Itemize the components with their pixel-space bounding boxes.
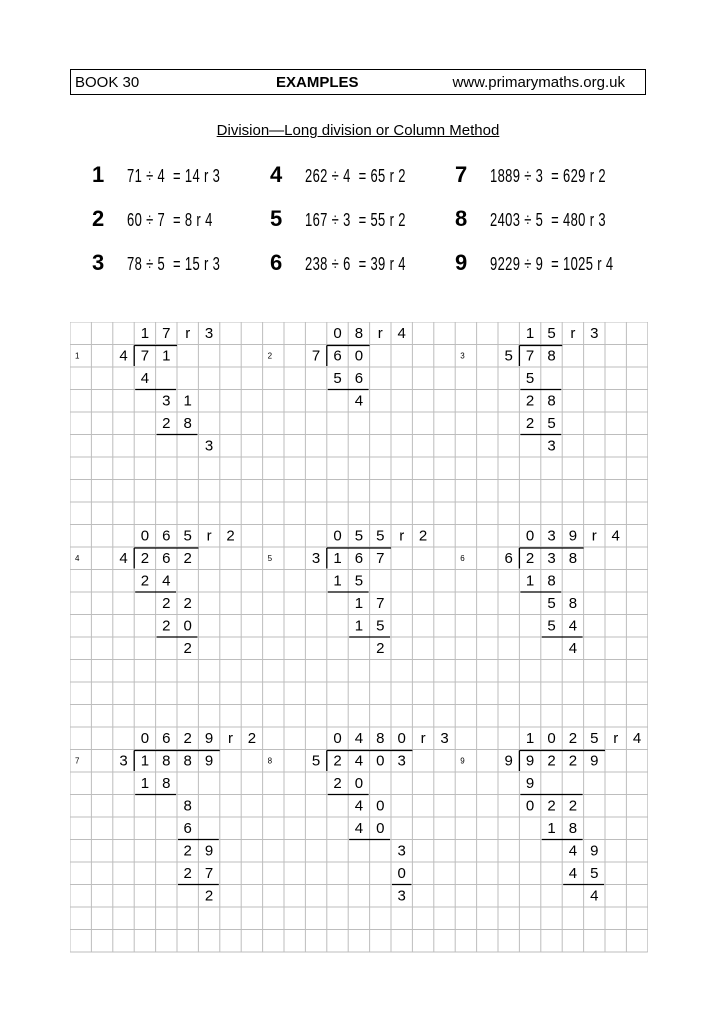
working-digit: 3: [162, 392, 171, 410]
working-digit: 9: [590, 752, 599, 770]
quotient-digit: 3: [440, 729, 449, 747]
quotient-digit: 1: [140, 324, 150, 342]
question-expression: 71 ÷ 4 = 14 r 3: [127, 166, 221, 186]
example-label: 3: [460, 351, 465, 361]
working-digit: 8: [568, 819, 578, 837]
working-digit: 5: [376, 617, 385, 635]
working-digit: 9: [525, 774, 535, 792]
working-digit: 2: [525, 414, 535, 432]
quotient-digit: 0: [333, 324, 342, 342]
working-digit: 4: [354, 797, 364, 815]
question-number: 4: [270, 162, 283, 187]
working-digit: 4: [590, 887, 599, 905]
working-digit: 8: [568, 549, 578, 567]
question-expression: 9229 ÷ 9 = 1025 r 4: [490, 254, 614, 274]
working-digit: 4: [140, 369, 150, 387]
example-label: 2: [267, 351, 273, 361]
quotient-digit: 2: [247, 729, 257, 747]
quotient-digit: 4: [354, 729, 364, 747]
quotient-digit: 4: [397, 324, 406, 342]
working-digit: 2: [333, 774, 342, 792]
working-digit: 8: [568, 594, 578, 612]
working-digit: 4: [568, 842, 578, 860]
working-digit: 4: [354, 392, 364, 410]
working-digit: 4: [354, 752, 364, 770]
working-digit: 3: [547, 437, 556, 455]
working-digit: 4: [568, 639, 578, 657]
working-digit: 3: [397, 887, 406, 905]
question-expression: 60 ÷ 7 = 8 r 4: [127, 210, 213, 230]
working-digit: 0: [376, 797, 385, 815]
working-digit: 2: [376, 639, 385, 657]
quotient-digit: 3: [547, 527, 556, 545]
divisor: 5: [311, 752, 321, 770]
quotient-digit: 4: [611, 527, 620, 545]
working-digit: 0: [397, 864, 406, 882]
quotient-digit: 8: [354, 324, 364, 342]
working-digit: 2: [525, 392, 535, 410]
working-digit: 7: [376, 549, 385, 567]
quotient-digit: 2: [226, 527, 235, 545]
question-number: 3: [92, 250, 105, 275]
quotient-digit: r: [228, 729, 233, 747]
quotient-digit: 0: [525, 527, 535, 545]
question-number: 7: [455, 162, 468, 187]
quotient-digit: r: [420, 729, 426, 747]
working-digit: 2: [547, 752, 556, 770]
quotient-digit: r: [399, 527, 405, 545]
working-digit: 2: [183, 864, 192, 882]
working-digit: 7: [204, 864, 214, 882]
working-digit: 2: [162, 414, 171, 432]
question-number: 5: [270, 206, 283, 231]
working-digit: 0: [525, 797, 535, 815]
quotient-digit: 6: [162, 729, 171, 747]
working-digit: 9: [204, 842, 214, 860]
quotient-digit: 2: [418, 527, 428, 545]
page-subtitle: Division—Long division or Column Method: [216, 122, 500, 139]
working-digit: 6: [354, 549, 364, 567]
quotient-digit: 9: [568, 527, 578, 545]
quotient-digit: 0: [333, 527, 342, 545]
working-digit: 7: [525, 347, 535, 365]
working-digit: 1: [333, 572, 342, 590]
working-digit: 4: [568, 617, 578, 635]
quotient-digit: r: [206, 527, 212, 545]
example-label: 8: [267, 756, 273, 766]
working-digit: 2: [568, 752, 578, 770]
working-digit: 3: [397, 842, 406, 860]
working-digit: 8: [162, 752, 171, 770]
quotient-digit: 0: [140, 527, 150, 545]
quotient-digit: r: [613, 729, 619, 747]
question-expression: 238 ÷ 6 = 39 r 4: [305, 254, 406, 274]
working-digit: 2: [183, 549, 192, 567]
question-expression: 2403 ÷ 5 = 480 r 3: [490, 210, 606, 230]
quotient-digit: r: [591, 527, 597, 545]
working-digit: 8: [183, 752, 192, 770]
quotient-digit: r: [185, 324, 191, 342]
quotient-digit: 2: [183, 729, 192, 747]
working-digit: 5: [525, 369, 535, 387]
working-digit: 1: [162, 347, 171, 365]
working-digit: 4: [354, 819, 364, 837]
working-digit: 8: [162, 774, 171, 792]
working-digit: 4: [162, 572, 171, 590]
example-label: 9: [460, 756, 465, 766]
header-box: [70, 69, 646, 95]
website-url: www.primarymaths.org.uk: [452, 74, 625, 91]
quotient-digit: 1: [525, 729, 535, 747]
divisor: 3: [311, 549, 321, 567]
quotient-digit: 5: [354, 527, 364, 545]
example-label: 1: [75, 351, 80, 361]
quotient-digit: 9: [204, 729, 214, 747]
working-digit: 6: [162, 549, 171, 567]
working-digit: 2: [183, 594, 192, 612]
working-digit: 3: [397, 752, 406, 770]
working-digit: 9: [590, 842, 599, 860]
working-digit: 2: [162, 617, 171, 635]
quotient-digit: 4: [632, 729, 642, 747]
question-number: 9: [455, 250, 468, 275]
quotient-digit: 7: [162, 324, 171, 342]
working-digit: 2: [525, 549, 535, 567]
working-digit: 1: [183, 392, 192, 410]
quotient-digit: 5: [547, 324, 556, 342]
question-expression: 78 ÷ 5 = 15 r 3: [127, 254, 221, 274]
working-digit: 2: [547, 797, 556, 815]
example-label: 6: [460, 553, 465, 563]
quotient-digit: r: [570, 324, 576, 342]
divisor: 4: [119, 347, 128, 365]
quotient-digit: 2: [568, 729, 578, 747]
quotient-digit: 5: [590, 729, 599, 747]
working-digit: 5: [333, 369, 342, 387]
working-digit: 8: [547, 347, 556, 365]
quotient-digit: 3: [590, 324, 599, 342]
quotient-digit: 0: [397, 729, 406, 747]
question-expression: 1889 ÷ 3 = 629 r 2: [490, 166, 606, 186]
divisor: 3: [119, 752, 128, 770]
working-digit: 1: [140, 752, 150, 770]
working-digit: 1: [354, 594, 364, 612]
working-digit: 4: [568, 864, 578, 882]
quotient-digit: 0: [140, 729, 150, 747]
divisor: 4: [119, 549, 128, 567]
working-digit: 1: [333, 549, 342, 567]
working-digit: 5: [547, 617, 556, 635]
working-digit: 8: [183, 797, 192, 815]
divisor: 7: [311, 347, 321, 365]
working-digit: 5: [547, 594, 556, 612]
question-expression: 167 ÷ 3 = 55 r 2: [305, 210, 406, 230]
working-digit: 3: [547, 549, 556, 567]
examples-title: EXAMPLES: [276, 74, 359, 91]
working-digit: 2: [183, 639, 192, 657]
working-digit: 1: [547, 819, 556, 837]
working-grid: [70, 322, 648, 961]
working-digit: 8: [547, 392, 556, 410]
working-digit: 5: [547, 414, 556, 432]
quotient-digit: 5: [183, 527, 192, 545]
question-number: 6: [270, 250, 283, 275]
working-digit: 5: [590, 864, 599, 882]
quotient-digit: 6: [162, 527, 171, 545]
working-digit: 6: [354, 369, 364, 387]
working-digit: 8: [547, 572, 556, 590]
working-digit: 0: [354, 347, 364, 365]
example-label: 7: [75, 756, 80, 766]
working-digit: 1: [354, 617, 364, 635]
working-digit: 7: [140, 347, 150, 365]
working-digit: 2: [183, 842, 192, 860]
working-digit: 3: [204, 437, 214, 455]
working-digit: 2: [140, 549, 150, 567]
quotient-digit: 5: [376, 527, 385, 545]
working-digit: 0: [376, 752, 385, 770]
working-digit: 0: [354, 774, 364, 792]
working-digit: 2: [333, 752, 342, 770]
quotient-digit: 0: [333, 729, 342, 747]
example-label: 4: [75, 553, 80, 563]
working-digit: 2: [140, 572, 150, 590]
divisor: 6: [504, 549, 513, 567]
quotient-digit: 1: [525, 324, 535, 342]
working-digit: 2: [568, 797, 578, 815]
question-number: 2: [92, 206, 105, 231]
question-number: 1: [92, 162, 105, 187]
working-digit: 9: [204, 752, 214, 770]
quotient-digit: 3: [204, 324, 214, 342]
example-label: 5: [267, 553, 273, 563]
working-digit: 0: [376, 819, 385, 837]
working-digit: 6: [333, 347, 342, 365]
working-digit: 8: [183, 414, 192, 432]
quotient-digit: 0: [547, 729, 556, 747]
working-grid-svg: [70, 322, 648, 956]
working-digit: 7: [376, 594, 385, 612]
working-digit: 1: [525, 572, 535, 590]
working-digit: 0: [183, 617, 192, 635]
quotient-digit: 8: [376, 729, 385, 747]
working-digit: 9: [525, 752, 535, 770]
book-label: BOOK 30: [75, 74, 140, 91]
working-digit: 5: [354, 572, 364, 590]
divisor: 9: [504, 752, 513, 770]
question-number: 8: [455, 206, 468, 231]
working-digit: 6: [183, 819, 192, 837]
question-expression: 262 ÷ 4 = 65 r 2: [305, 166, 406, 186]
divisor: 5: [504, 347, 513, 365]
working-digit: 1: [140, 774, 150, 792]
quotient-digit: r: [377, 324, 383, 342]
working-digit: 2: [162, 594, 171, 612]
working-digit: 2: [204, 887, 214, 905]
